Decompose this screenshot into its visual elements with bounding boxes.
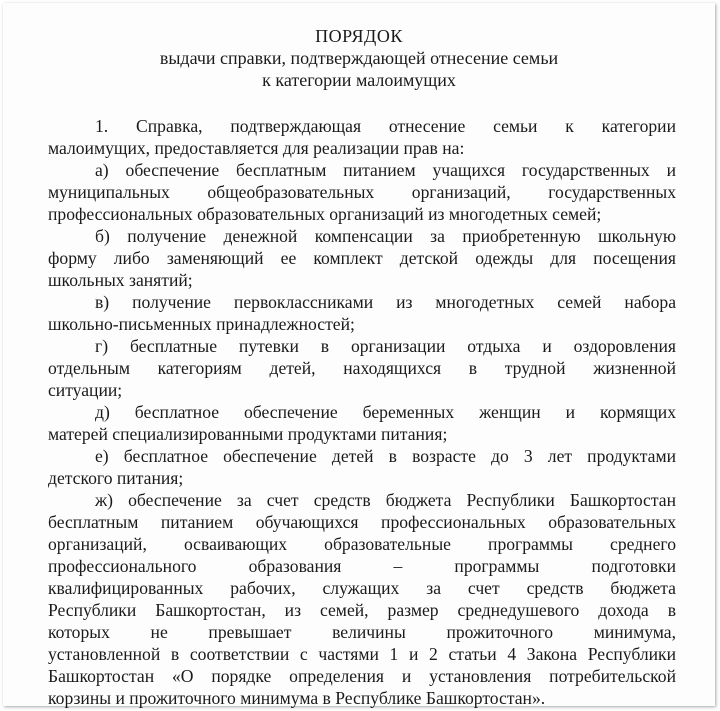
text-line: в) получение первоклассниками из многодетных семей набора [95,292,676,312]
document-subtitle-line-1: выдачи справки, подтверждающей отнесение семьи [159,48,559,68]
text-line: муниципальных общеобразовательных организаций, государственных [48,182,676,202]
document-page [3,3,715,706]
text-line: е) бесплатное обеспечение детей в возрасте до 3 лет продуктами [95,446,676,466]
document-title: ПОРЯДОК [315,26,403,46]
text-line: отдельным категориям детей, находящихся в трудной жизненной [48,358,676,378]
document-body [48,115,676,709]
text-line: квалифицированных рабочих, служащих за счет средств бюджета [48,578,676,598]
text-line: 1. Справка, подтверждающая отнесение семьи к категории [95,116,676,136]
text-line: которых не превышает величины прожиточного минимума, [48,622,676,642]
text-line: ж) обеспечение за счет средств бюджета Республики Башкортостан [95,490,676,510]
text-line: организаций, осваивающих образовательные программы среднего [48,534,676,554]
text-line: профессионального образования – программы подготовки [48,556,676,576]
text-line: б) получение денежной компенсации за приобретенную школьную [95,226,676,246]
text-line: установленной в соответствии с частями 1 и 2 статьи 4 Закона Республики [48,644,676,664]
text-line: форму либо заменяющий ее комплект детской одежды для посещения [48,248,676,268]
text-line: школьно-письменных принадлежностей; [48,314,355,334]
text-line: г) бесплатные путевки в организации отдыха и оздоровления [95,336,676,356]
text-line: бесплатным питанием обучающихся профессиональных образовательных [48,512,676,532]
text-line: школьных занятий; [48,270,193,290]
document-subtitle-line-2: к категории малоимущих [262,70,456,90]
text-line: Башкортостан «О порядке определения и установления потребительской [48,666,676,686]
text-line: матерей специализированными продуктами питания; [48,424,448,444]
text-line: Республики Башкортостан, из семей, размер среднедушевого дохода в [48,600,676,620]
text-line: малоимущих, предоставляется для реализации прав на: [48,138,465,158]
text-line: корзины и прожиточного минимума в Республике Башкортостан». [48,688,546,708]
text-line: детского питания; [48,468,184,488]
text-line: д) бесплатное обеспечение беременных женщин и кормящих [95,402,676,422]
text-line: ситуации; [48,380,123,400]
text-line: а) обеспечение бесплатным питанием учащихся государственных и [95,160,676,180]
text-line: профессиональных образовательных организаций из многодетных семей; [48,204,602,224]
